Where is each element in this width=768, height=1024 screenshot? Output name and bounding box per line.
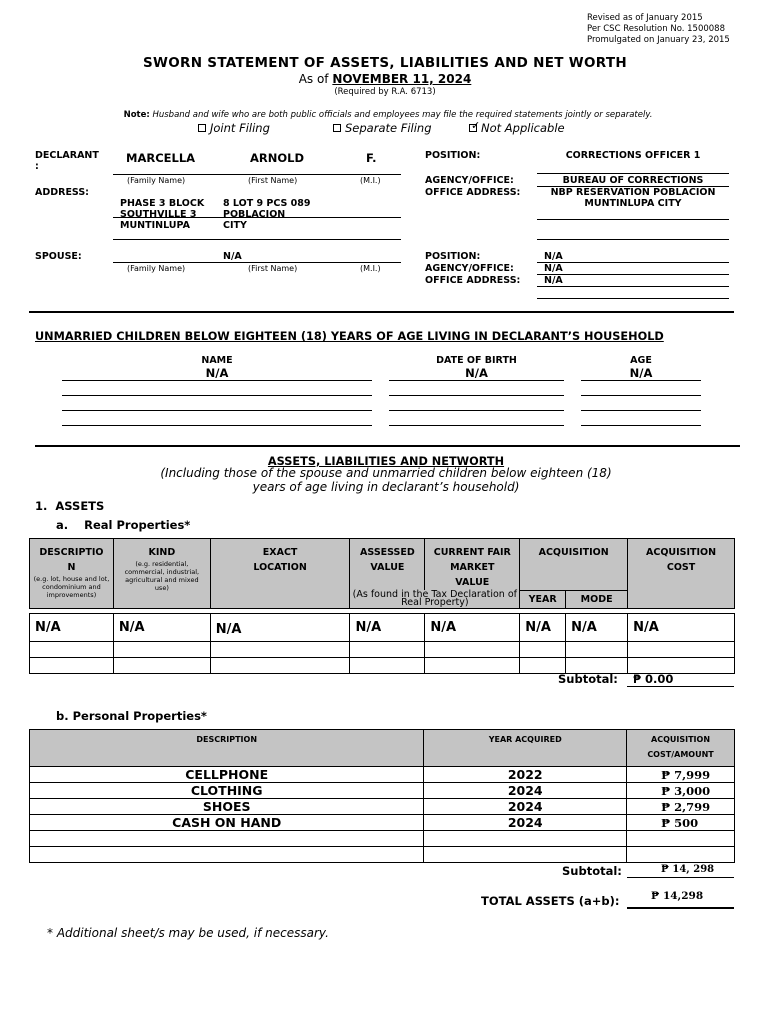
mi-caption: (M.I.) bbox=[360, 176, 381, 185]
header-pp-description: DESCRIPTION bbox=[30, 730, 424, 767]
declarant-first-name: ARNOLD bbox=[250, 151, 305, 165]
not-applicable-option[interactable]: ✓ Not Applicable bbox=[471, 119, 565, 135]
header-location: EXACT LOCATION bbox=[210, 539, 350, 609]
as-of-line: As of NOVEMBER 11, 2024 bbox=[298, 72, 472, 86]
children-age-value: N/A bbox=[629, 366, 653, 380]
spouse-first-name: N/A bbox=[223, 251, 242, 262]
spouse-position-label: POSITION: bbox=[425, 251, 481, 262]
checkbox-icon[interactable] bbox=[198, 124, 206, 132]
position-label: POSITION: bbox=[425, 150, 481, 161]
header-acquisition-cost: ACQUISITION COST bbox=[628, 539, 735, 609]
assets-label: 1. ASSETS bbox=[35, 499, 105, 513]
footnote: * Additional sheet/s may be used, if necessary. bbox=[47, 926, 329, 940]
alnw-heading: ASSETS, LIABILITIES AND NETWORTH bbox=[267, 455, 505, 468]
children-name-label: NAME bbox=[201, 355, 233, 366]
real-properties-header-row bbox=[30, 539, 735, 591]
real-subtotal-label: Subtotal: bbox=[558, 672, 618, 686]
declarant-name-line bbox=[113, 174, 401, 175]
separate-filing-option[interactable]: Separate Filing bbox=[333, 121, 432, 135]
section-divider bbox=[29, 311, 734, 313]
address-col2: 8 LOT 9 PCS 089 POBLACION CITY bbox=[223, 198, 311, 231]
real-properties-table bbox=[29, 538, 735, 674]
agency-label: AGENCY/OFFICE: bbox=[425, 175, 514, 186]
spouse-office-address-value: N/A bbox=[544, 275, 563, 286]
office-address-value-2: MUNTINLUPA CITY bbox=[584, 198, 682, 209]
agency-value: BUREAU OF CORRECTIONS bbox=[562, 175, 704, 186]
section-divider-2 bbox=[35, 445, 740, 447]
pp-row-clothing: CLOTHING 2024 ₱ 3,000 bbox=[30, 783, 735, 799]
required-by: (Required by R.A. 6713) bbox=[334, 87, 436, 97]
header-acquisition: ACQUISITION bbox=[520, 539, 628, 591]
alnw-sub-2: years of age living in declarant’s household) bbox=[252, 480, 520, 494]
pp-empty-row bbox=[30, 831, 735, 847]
total-assets-label: TOTAL ASSETS (a+b): bbox=[481, 894, 620, 908]
spouse-position-value: N/A bbox=[544, 251, 563, 262]
spouse-label: SPOUSE: bbox=[35, 251, 82, 262]
address-label: ADDRESS: bbox=[35, 187, 89, 198]
total-assets-value: ₱ 14,298 bbox=[651, 890, 704, 902]
spouse-agency-label: AGENCY/OFFICE: bbox=[425, 263, 514, 274]
spouse-first-caption: (First Name) bbox=[248, 264, 298, 273]
header-tax-note: (As found in the Tax Declaration of Real Property) bbox=[350, 590, 520, 608]
form-title: SWORN STATEMENT OF ASSETS, LIABILITIES AND NET WORTH bbox=[143, 55, 627, 71]
children-heading: UNMARRIED CHILDREN BELOW EIGHTEEN (18) YEARS OF AGE LIVING IN DECLARANT’S HOUSEHOLD bbox=[35, 330, 664, 343]
alnw-sub-1: (Including those of the spouse and unmarried children below eighteen (18) bbox=[160, 466, 612, 480]
address-line-2 bbox=[113, 239, 401, 240]
header-assessed-value: ASSESSED VALUE bbox=[350, 539, 425, 591]
header-pp-year: YEAR ACQUIRED bbox=[424, 730, 627, 767]
spouse-agency-value: N/A bbox=[544, 263, 563, 274]
header-fair-market-value: CURRENT FAIR MARKET VALUE bbox=[425, 539, 520, 591]
children-age-label: AGE bbox=[630, 355, 652, 366]
filing-note: Note: Husband and wife who are both public officials and employees may file the required statements jointly or separately. bbox=[123, 110, 653, 120]
first-name-caption: (First Name) bbox=[248, 176, 298, 185]
spouse-office-address-label: OFFICE ADDRESS: bbox=[425, 275, 521, 286]
revision-info: Revised as of January 2015 Per CSC Resolution No. 1500088 Promulgated on January 23, 2015 bbox=[587, 13, 730, 45]
children-name-value: N/A bbox=[205, 366, 229, 380]
real-properties-empty-row bbox=[30, 657, 735, 673]
real-subtotal-value: ₱ 0.00 bbox=[633, 672, 674, 686]
children-dob-label: DATE OF BIRTH bbox=[436, 355, 517, 366]
spouse-family-caption: (Family Name) bbox=[127, 264, 186, 273]
pp-empty-row bbox=[30, 847, 735, 863]
declarant-label: DECLARANT bbox=[35, 150, 99, 161]
header-kind: KIND (e.g. residential, commercial, industrial, agricultural and mixed use) bbox=[113, 539, 210, 609]
pp-subtotal-value: ₱ 14, 298 bbox=[661, 864, 715, 875]
real-properties-row: N/A N/A N/A N/A N/A N/A N/A N/A bbox=[30, 613, 735, 641]
family-name-caption: (Family Name) bbox=[127, 176, 186, 185]
header-description: DESCRIPTIO N (e.g. lot, house and lot, condominium and improvements) bbox=[30, 539, 114, 609]
as-of-date: NOVEMBER 11, 2024 bbox=[332, 72, 472, 86]
header-year: YEAR bbox=[520, 590, 566, 608]
real-properties-label: a. Real Properties* bbox=[56, 518, 191, 532]
children-dob-value: N/A bbox=[465, 366, 488, 380]
pp-row-shoes: SHOES 2024 ₱ 2,799 bbox=[30, 799, 735, 815]
personal-properties-label: b. Personal Properties* bbox=[56, 709, 207, 723]
header-mode: MODE bbox=[566, 590, 628, 608]
header-pp-cost: ACQUISITION COST/AMOUNT bbox=[627, 730, 735, 767]
declarant-family-name: MARCELLA bbox=[126, 151, 196, 165]
checkbox-icon[interactable] bbox=[333, 124, 341, 132]
personal-properties-table bbox=[29, 729, 735, 863]
position-value: CORRECTIONS OFFICER 1 bbox=[565, 150, 701, 161]
pp-row-cellphone: CELLPHONE 2022 ₱ 7,999 bbox=[30, 767, 735, 783]
address-col1: PHASE 3 BLOCK SOUTHVILLE 3 MUNTINLUPA bbox=[120, 198, 205, 231]
spouse-mi-caption: (M.I.) bbox=[360, 264, 381, 273]
joint-filing-option[interactable]: Joint Filing bbox=[198, 121, 270, 135]
office-address-label: OFFICE ADDRESS: bbox=[425, 187, 521, 198]
office-address-value-1: NBP RESERVATION POBLACION bbox=[550, 187, 716, 198]
declarant-mi: F. bbox=[366, 151, 377, 165]
real-properties-empty-row bbox=[30, 641, 735, 657]
declarant-colon: : bbox=[35, 161, 39, 172]
checked-checkbox-icon[interactable]: ✓ bbox=[471, 119, 481, 132]
personal-header-row bbox=[30, 730, 735, 767]
address-line-1 bbox=[113, 217, 401, 218]
pp-row-cash: CASH ON HAND 2024 ₱ 500 bbox=[30, 815, 735, 831]
pp-subtotal-label: Subtotal: bbox=[562, 864, 622, 878]
